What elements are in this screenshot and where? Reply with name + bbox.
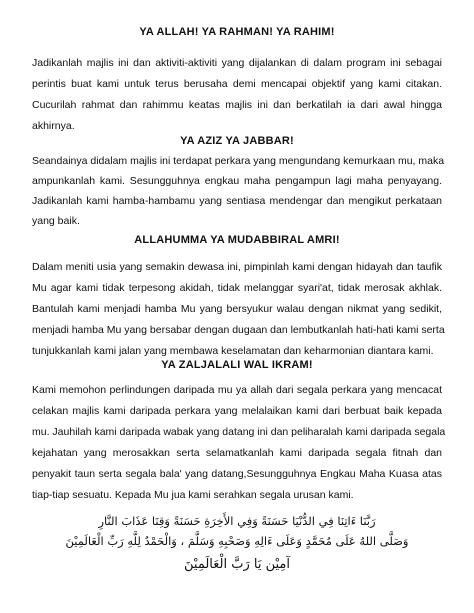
paragraph-line: Mu agar kami tidak terpesong akidah, tidak melanggar syari'at, tidak merosak akhlak. xyxy=(32,282,442,294)
arabic-doa-line: رَبَّنَا ءَاتِنَا فِي الدُّنْيَا حَسَنَةً وَفِي الأَخِرَةِ حَسَنَةً وَقِنَا عَذَابَ النَّارِ xyxy=(98,514,376,528)
paragraph-line: penyakit taun serta segala bala' yang datang,Sesungguhnya Engkau Maha Kuasa atas xyxy=(32,468,442,480)
section-heading-ya-zaljalali: YA ZALJALALI WAL IKRAM! xyxy=(161,359,313,371)
paragraph-line: Dalam meniti usia yang semakin dewasa ini, pimpinlah kami dengan hidayah dan taufik xyxy=(32,261,442,273)
section-heading-ya-aziz: YA AZIZ YA JABBAR! xyxy=(180,135,294,147)
paragraph-line: Cucurilah rahmat dan rahimmu keatas majlis ini dan berkatilah ia dari awal hingga xyxy=(32,99,442,111)
section-heading-allahumma: ALLAHUMMA YA MUDABBIRAL AMRI! xyxy=(134,234,340,246)
arabic-amin-line: آمِيْن يَا رَبَّ الْعَالَمِيْنَ xyxy=(184,557,290,572)
paragraph-line: kejahatan yang merosakkan serta selamatkanlah kami daripada segala fitnah dan xyxy=(32,447,442,459)
paragraph-line: tiap-tiap sesuatu. Kepada Mu jua kami serahkan segala urusan kami. xyxy=(32,489,354,501)
paragraph-line: celakan majlis kami daripada perkara yang melalaikan kami dari berbuat baik kepada xyxy=(32,405,442,417)
paragraph-line: perintis buat kami untuk terus berusaha demi mencapai objektif yang kami citakan. xyxy=(32,78,442,90)
paragraph-line: ampunkanlah kami. Sesungguhnya engkau maha pengampun lagi maha penyayang. xyxy=(32,175,442,187)
paragraph-line: Jadikanlah majlis ini dan aktiviti-aktiviti yang dijalankan di dalam program ini sebagai xyxy=(32,57,442,69)
paragraph-line: Bantulah kami menjadi hamba Mu yang bersyukur walau dengan nikmat yang sedikit, xyxy=(32,303,442,315)
paragraph-line: Seandainya didalam majlis ini terdapat perkara yang mengundang kemurkaan mu, maka xyxy=(32,155,445,167)
paragraph-line: tunjukkanlah kami jalan yang membawa keselamatan dan keharmonian diantara kami. xyxy=(32,345,434,357)
paragraph-line: akhirnya. xyxy=(32,120,75,132)
section-heading-ya-allah: YA ALLAH! YA RAHMAN! YA RAHIM! xyxy=(139,26,335,38)
paragraph-line: Kami memohon perlindungen daripada mu ya allah dari segala perkara yang mencacat xyxy=(32,384,442,396)
paragraph-line: yang baik. xyxy=(32,215,80,227)
paragraph-line: mu. Jauhilah kami daripada wabak yang datang ini dan peliharalah kami daripada segala xyxy=(32,426,446,438)
paragraph-line: Jadikanlah kami hamba-hambamu yang sentiasa mendengar dan mengikut perkataan xyxy=(32,195,442,207)
paragraph-line: menjadi hamba Mu yang bersabar dengan dugaan dan lembutkanlah hati-hati kami serta xyxy=(32,324,445,336)
arabic-doa-line: وَصَلَّى اللهُ عَلَى مُحَمَّدٍ وَعَلَى ءَالِهِ وَصَحْبِهِ وَسَلَّمَ ، وَالْحَمْدُ لِلَّهِ رَبِّ الْعَالَمِيْنَ xyxy=(65,534,409,548)
